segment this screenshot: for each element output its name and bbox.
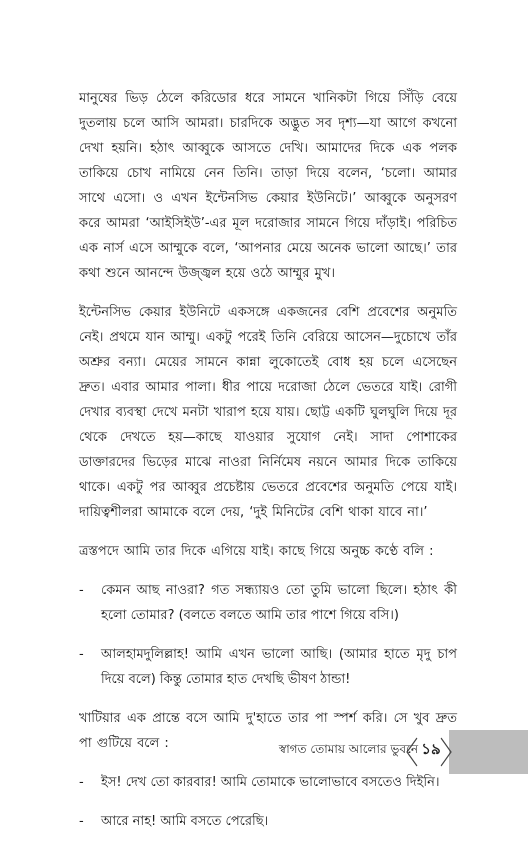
dialogue-text: আরে নাহ! আমি বসতে পেরেছি। bbox=[101, 814, 269, 829]
dialogue-list-2 bbox=[79, 770, 457, 834]
dialogue-list-1 bbox=[79, 578, 457, 692]
dialogue-text: ইস! দেখ তো কারবার! আমি তোমাকে ভালোভাবে বসতেও দিইনি। bbox=[101, 775, 440, 790]
dialogue-dash: - bbox=[79, 647, 84, 662]
dialogue-dash: - bbox=[79, 814, 84, 829]
running-title: স্বাগত তোমায় আলোর ভুবনে bbox=[278, 742, 418, 756]
paragraph-1: মানুষের ভিড় ঠেলে করিডোর ধরে সামনে খানিকটা গিয়ে সিঁড়ি বেয়ে দুতলায় চলে আসি আমরা। চারদিকে অদ্ভুত সব দৃশ্য—যা আগে কখনো দেখা হয়নি। হঠাৎ আব্বুকে আসতে দেখি। আমাদের দিকে এক পলক তাকিয়ে চোখ নামিয়ে নেন তিনি। তাড়া দিয়ে বলেন, ‘চলো। আমার সাথে এসো। ও এখন ইন্টেনসিভ কেয়ার ইউনিটে।’ আব্বুকে অনুসরণ করে আমরা ‘আইসিইউ’-এর মূল দরোজার সামনে গিয়ে দাঁড়াই। পরিচিত এক নার্স এসে আম্মুকে বলে, ‘আপনার মেয়ে অনেক ভালো আছে।’ তার কথা শুনে আনন্দে উজ্জ্বল হয়ে ওঠে আম্মুর মুখ। bbox=[79, 91, 457, 281]
dialogue-dash: - bbox=[79, 583, 84, 598]
footer-band bbox=[449, 730, 528, 774]
page-footer bbox=[0, 730, 528, 774]
dialogue-dash: - bbox=[79, 775, 84, 790]
dialogue-line bbox=[79, 642, 457, 692]
dialogue-text: কেমন আছ নাওরা? গত সন্ধ্যায়ও তো তুমি ভালো ছিলে। হঠাৎ কী হলো তোমার? (বলতে বলতে আমি তার পাশে গিয়ে বসি।) bbox=[101, 583, 457, 623]
dialogue-line bbox=[79, 578, 457, 628]
paragraph-2: ইন্টেনসিভ কেয়ার ইউনিটে একসঙ্গে একজনের বেশি প্রবেশের অনুমতি নেই। প্রথমে যান আম্মু। একটু পরেই তিনি বেরিয়ে আসেন—দুচোখে তাঁর অশ্রুর বন্যা। মেয়ের সামনে কান্না লুকোতেই বোধ হয় চলে এসেছেন দ্রুত। এবার আমার পালা। ধীর পায়ে দরোজা ঠেলে ভেতরে যাই। রোগী দেখার ব্যবস্থা দেখে মনটা খারাপ হয়ে যায়। ছোট্ট একটি ঘুলঘুলি দিয়ে দূর থেকে দেখতে হয়—কাছে যাওয়ার সুযোগ নেই। সাদা পোশাকের ডাক্তারদের ভিড়ের মাঝে নাওরা নির্নিমেষ নয়নে আমার দিকে তাকিয়ে থাকে। একটু পর আব্বুর প্রচেষ্টায় ভেতরে প্রবেশের অনুমতি পেয়ে যাই। দায়িত্বশীলরা আমাকে বলে দেয়, ‘দুই মিনিটের বেশি থাকা যাবে না।’ bbox=[79, 305, 457, 520]
paragraph-4: খাটিয়ার এক প্রান্তে বসে আমি দু'হাতে তার পা স্পর্শ করি। সে খুব দ্রুত পা গুটিয়ে বলে : bbox=[79, 711, 457, 751]
dialogue-text: আলহামদুলিল্লাহ! আমি এখন ভালো আছি। (আমার হাতে মৃদু চাপ দিয়ে বলে) কিন্তু তোমার হাত দেখছি ভীষণ ঠান্ডা! bbox=[101, 647, 457, 687]
paragraph-3: ত্রস্তপদে আমি তার দিকে এগিয়ে যাই। কাছে গিয়ে অনুচ্চ কণ্ঠে বলি : bbox=[79, 544, 434, 559]
page-number: ১৯ bbox=[421, 740, 441, 758]
dialogue-line bbox=[79, 809, 457, 834]
